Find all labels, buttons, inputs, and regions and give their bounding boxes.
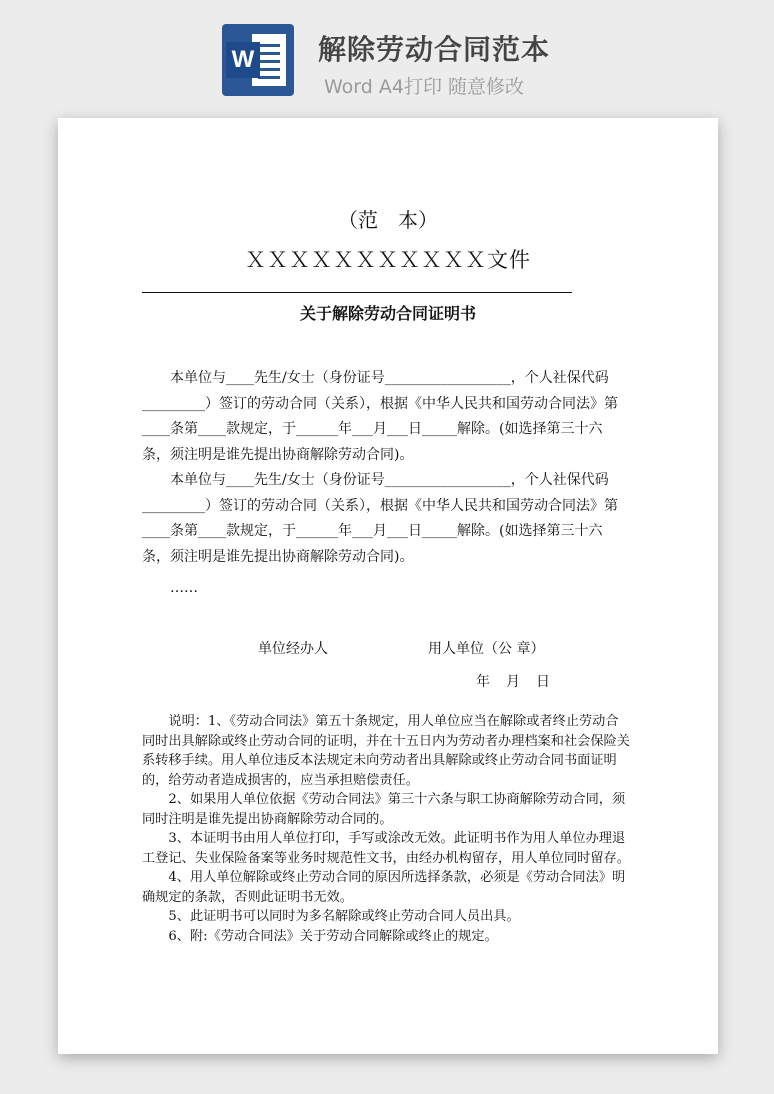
note-item: 6、附:《劳动合同法》关于劳动合同解除或终止的规定。: [168, 928, 498, 944]
word-letter: W: [226, 42, 260, 78]
employer-seal-label: 用人单位（公 章）: [428, 641, 545, 657]
date-label: 年 月 日: [476, 674, 551, 690]
document-page: [58, 118, 718, 1054]
header-title: ＸＸＸＸＸＸＸＸＸＸＸ文件: [245, 248, 531, 272]
note-item: 说明：1、《劳动合同法》第五十条规定，用人单位应当在解除或者终止劳动合同时出具解除或终止劳动合同的证明，并在十五日内为劳动者办理档案和社会保险关系转移手续。用人单位违反本法规定未向劳动者出具解除或终止劳动合同书面证明的，给劳动者造成损害的，应当承担赔偿责任。: [142, 714, 630, 788]
body-paragraph: 本单位与____先生/女士（身份证号__________________，个人社保代码_________）签订的劳动合同（关系），根据《中华人民共和国劳动合同法》第____条第____款规定，于______年___月___日_____解除。(如选择第三十六条，须注明是谁先提出协商解除劳动合同)。: [142, 472, 618, 565]
handler-label: 单位经办人: [258, 641, 328, 657]
header-rule: [142, 292, 572, 293]
banner: [0, 0, 774, 112]
notes: [142, 712, 630, 946]
word-icon: [222, 24, 294, 96]
ellipsis: ……: [170, 580, 198, 596]
body-paragraph: 本单位与____先生/女士（身份证号__________________，个人社保代码_________）签订的劳动合同（关系），根据《中华人民共和国劳动合同法》第____条第____款规定，于______年___月___日_____解除。(如选择第三十六条，须注明是谁先提出协商解除劳动合同)。: [142, 370, 618, 463]
body-text: [142, 366, 630, 602]
note-item: 2、如果用人单位依据《劳动合同法》第三十六条与职工协商解除劳动合同，须同时注明是谁先提出协商解除劳动合同的。: [142, 792, 626, 827]
banner-title: 解除劳动合同范本: [318, 33, 551, 66]
sample-label: （范 本）: [338, 208, 438, 232]
note-item: 4、用人单位解除或终止劳动合同的原因所选择条款，必须是《劳动合同法》明确规定的条款，否则此证明书无效。: [142, 870, 626, 905]
note-item: 5、此证明书可以同时为多名解除或终止劳动合同人员出具。: [168, 909, 520, 924]
banner-subtitle: Word A4打印 随意修改: [324, 76, 525, 98]
note-item: 3、本证明书由用人单位打印，手写或涂改无效。此证明书作为用人单位办理退工登记、失业保险备案等业务时规范性文书，由经办机构留存，用人单位同时留存。: [142, 831, 630, 866]
document-title: 关于解除劳动合同证明书: [299, 304, 476, 323]
